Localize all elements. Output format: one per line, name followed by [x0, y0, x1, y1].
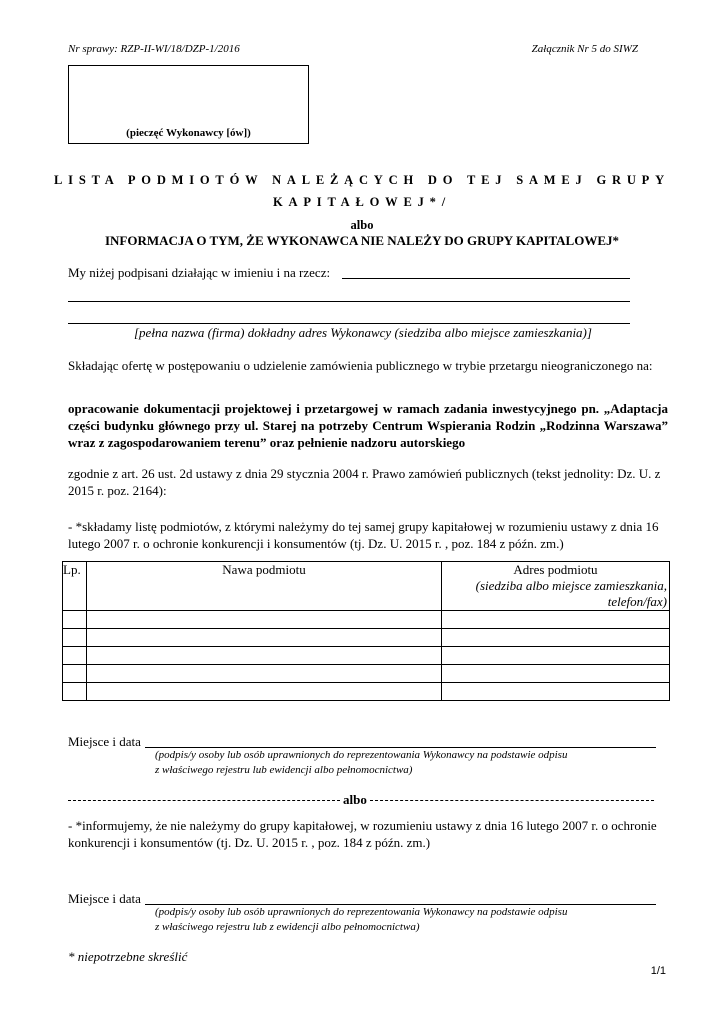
cell-address[interactable]: [442, 683, 670, 701]
signature-note-2a: (podpis/y osoby lub osób uprawnionych do reprezentowania Wykonawcy na podstawie odpisu: [155, 906, 568, 918]
title-or: albo: [350, 218, 374, 232]
cell-name[interactable]: [87, 665, 442, 683]
offer-subject: opracowanie dokumentacji projektowej i przetargowej w ramach zadania inwestycyjnego pn. „Adaptacja części budynku głównego przy ul. Starej na potrzeby Centrum Wspierania Rodzin „Rodzinna Warszawa” wraz z zagospodarowaniem terenu” oraz pełnienie nadzoru autorskiego: [68, 401, 668, 450]
signature-note-1a: (podpis/y osoby lub osób uprawnionych do reprezentowania Wykonawcy na podstawie odpisu: [155, 749, 568, 761]
cell-lp[interactable]: [63, 683, 87, 701]
legal-basis: zgodnie z art. 26 ust. 2d ustawy z dnia 29 stycznia 2004 r. Prawo zamówień publicznych (tekst jednolity: Dz. U. z 2015 r. poz. 2164):: [68, 466, 661, 498]
cell-address[interactable]: [442, 611, 670, 629]
entities-table: [62, 561, 670, 701]
cell-name[interactable]: [87, 683, 442, 701]
col-address-title: Adres podmiotu: [513, 562, 598, 577]
place-date-label-2: Miejsce i data: [68, 891, 141, 906]
cell-lp[interactable]: [63, 629, 87, 647]
signature-note-1b: z właściwego rejestru lub ewidencji albo pełnomocnictwa): [155, 764, 413, 776]
case-number: Nr sprawy: RZP-II-WI/18/DZP-1/2016: [68, 43, 240, 55]
table-header-row: [63, 562, 670, 611]
table-row: [63, 629, 670, 647]
table-row: [63, 647, 670, 665]
option2-statement: - *informujemy, że nie należymy do grupy kapitałowej, w rozumieniu ustawy z dnia 16 lutego 2007 r. o ochronie konkurencji i konsumentów (tj. Dz. U. 2015 r. , poz. 184 z późn. zm.): [68, 818, 657, 850]
offer-intro: Składając ofertę w postępowaniu o udzielenie zamówienia publicznego w trybie przetargu nieograniczonego na:: [68, 358, 653, 373]
table-row: [63, 665, 670, 683]
separator-right: [370, 800, 654, 801]
cell-address[interactable]: [442, 665, 670, 683]
title-line-1: LISTA PODMIOTÓW NALEŻĄCYCH DO TEJ SAMEJ GRUPY: [54, 173, 670, 187]
title-line-2: KAPITAŁOWEJ*/: [273, 195, 451, 209]
stamp-box: [68, 65, 309, 144]
col-name-header: Nawa podmiotu: [87, 562, 442, 611]
cell-name[interactable]: [87, 647, 442, 665]
separator-or: albo: [343, 792, 367, 807]
title-line-3: INFORMACJA O TYM, ŻE WYKONAWCA NIE NALEŻY DO GRUPY KAPITALOWEJ*: [104, 233, 620, 248]
cell-address[interactable]: [442, 629, 670, 647]
cell-address[interactable]: [442, 647, 670, 665]
cell-name[interactable]: [87, 611, 442, 629]
signatory-intro: My niżej podpisani działając w imieniu i na rzecz:: [68, 265, 331, 280]
signature-note-2b: z właściwego rejestru lub z ewidencji albo pełnomocnictwa): [155, 921, 420, 933]
signatory-line-2[interactable]: [68, 301, 630, 302]
option1-statement: - *składamy listę podmiotów, z którymi należymy do tej samej grupy kapitałowej w rozumieniu ustawy z dnia 16 lutego 2007 r. o ochronie konkurencji i konsumentów (tj. Dz. U. 2015 r. , poz. 184 z późn. zm.): [68, 519, 659, 551]
col-lp-header: Lp.: [63, 562, 87, 611]
signatory-caption: [pełna nazwa (firma) dokładny adres Wykonawcy (siedziba albo miejsce zamieszkania)]: [134, 325, 592, 340]
cell-lp[interactable]: [63, 665, 87, 683]
footnote: * niepotrzebne skreślić: [68, 949, 188, 964]
place-date-label-1: Miejsce i data: [68, 734, 141, 749]
table-row: [63, 611, 670, 629]
table-row: [63, 683, 670, 701]
col-address-subtitle: (siedziba albo miejsce zamieszkania, telefon/fax): [475, 578, 667, 609]
attachment-label: Załącznik Nr 5 do SIWZ: [531, 43, 638, 55]
signatory-name-line[interactable]: [342, 278, 630, 279]
cell-lp[interactable]: [63, 647, 87, 665]
cell-name[interactable]: [87, 629, 442, 647]
col-address-header: [442, 562, 670, 611]
page-number: 1/1: [650, 965, 666, 977]
separator-left: [68, 800, 340, 801]
cell-lp[interactable]: [63, 611, 87, 629]
stamp-label: (pieczęć Wykonawcy [ów]): [126, 127, 251, 139]
